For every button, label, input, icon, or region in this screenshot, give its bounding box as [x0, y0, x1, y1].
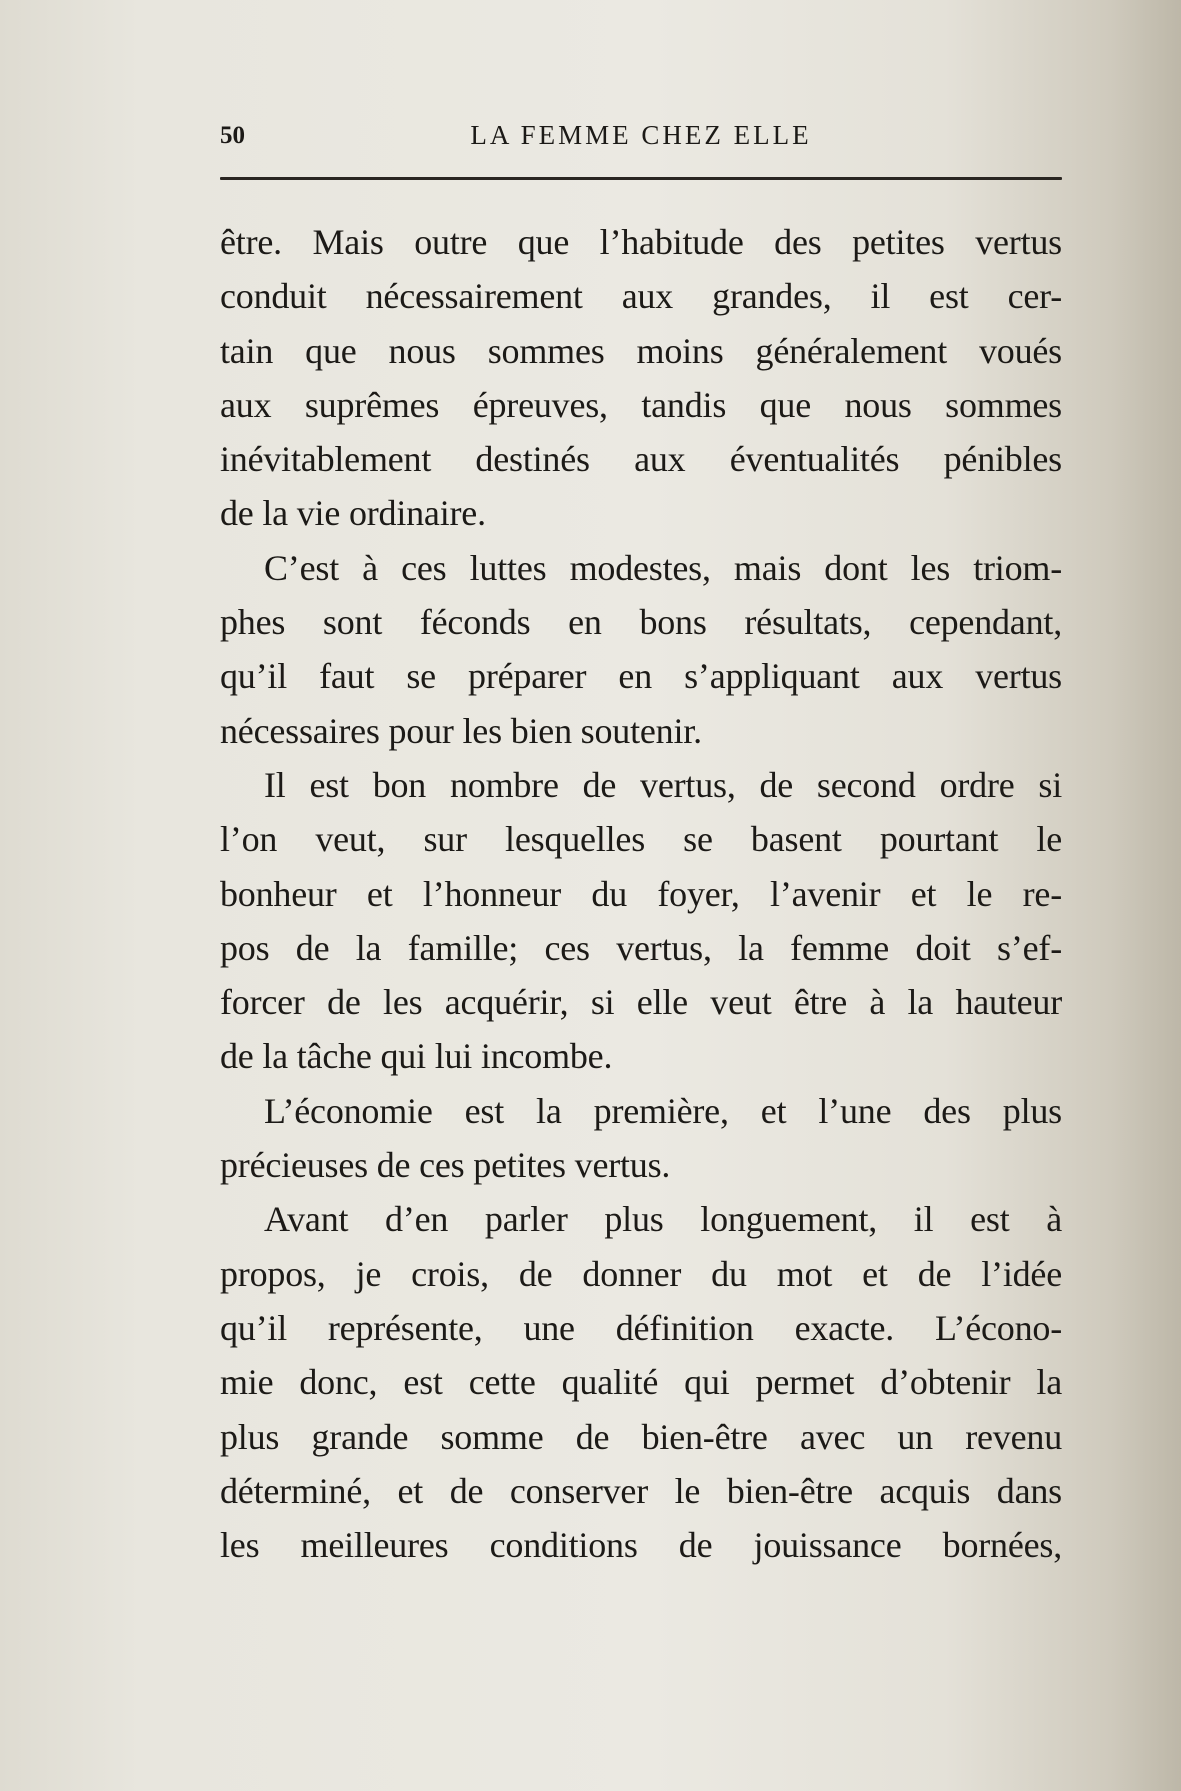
running-header: [220, 118, 1062, 158]
paragraph: [220, 758, 1062, 1084]
text-line: forcer de les acquérir, si elle veut être à la hauteur: [220, 982, 1062, 1023]
body-text: [220, 215, 1062, 1572]
text-line: être. Mais outre que l’habitude des petites vertus: [220, 222, 1062, 262]
text-line: Il est bon nombre de vertus, de second ordre si: [264, 764, 1062, 805]
text-line: conduit nécessairement aux grandes, il est cer-: [220, 276, 1062, 317]
text-line: déterminé, et de conserver le bien-être acquis dans: [220, 1470, 1062, 1511]
text-line: pos de la famille; ces vertus, la femme doit s’ef-: [220, 927, 1062, 968]
text-line: phes sont féconds en bons résultats, cependant,: [220, 602, 1062, 643]
text-line: mie donc, est cette qualité qui permet d’obtenir la: [220, 1362, 1062, 1403]
text-line: propos, je crois, de donner du mot et de l’idée: [220, 1253, 1062, 1294]
text-line: précieuses de ces petites vertus.: [220, 1145, 671, 1186]
text-line: l’on veut, sur lesquelles se basent pourtant le: [220, 819, 1062, 860]
text-line: Avant d’en parler plus longuement, il est à: [264, 1199, 1062, 1240]
paragraph: [220, 1084, 1062, 1193]
paragraph: [220, 215, 1062, 541]
text-line: nécessaires pour les bien soutenir.: [220, 710, 702, 751]
text-line: aux suprêmes épreuves, tandis que nous sommes: [220, 384, 1062, 425]
paragraph: [220, 1192, 1062, 1572]
page-number: 50: [220, 122, 245, 149]
paragraph: [220, 541, 1062, 758]
text-line: les meilleures conditions de jouissance bornées,: [220, 1525, 1062, 1566]
running-title: LA FEMME CHEZ ELLE: [470, 120, 812, 150]
text-line: de la vie ordinaire.: [220, 493, 486, 534]
text-line: de la tâche qui lui incombe.: [220, 1036, 613, 1077]
text-line: tain que nous sommes moins généralement voués: [220, 330, 1062, 371]
text-line: qu’il faut se préparer en s’appliquant aux vertus: [220, 656, 1062, 697]
text-line: qu’il représente, une définition exacte. L’écono-: [220, 1307, 1062, 1348]
text-line: L’économie est la première, et l’une des plus: [264, 1090, 1062, 1131]
text-line: bonheur et l’honneur du foyer, l’avenir et le re-: [220, 873, 1062, 914]
text-line: plus grande somme de bien-être avec un revenu: [220, 1416, 1062, 1457]
text-line: inévitablement destinés aux éventualités pénibles: [220, 439, 1062, 480]
header-rule: [220, 177, 1062, 180]
text-line: C’est à ces luttes modestes, mais dont les triom-: [264, 547, 1062, 588]
